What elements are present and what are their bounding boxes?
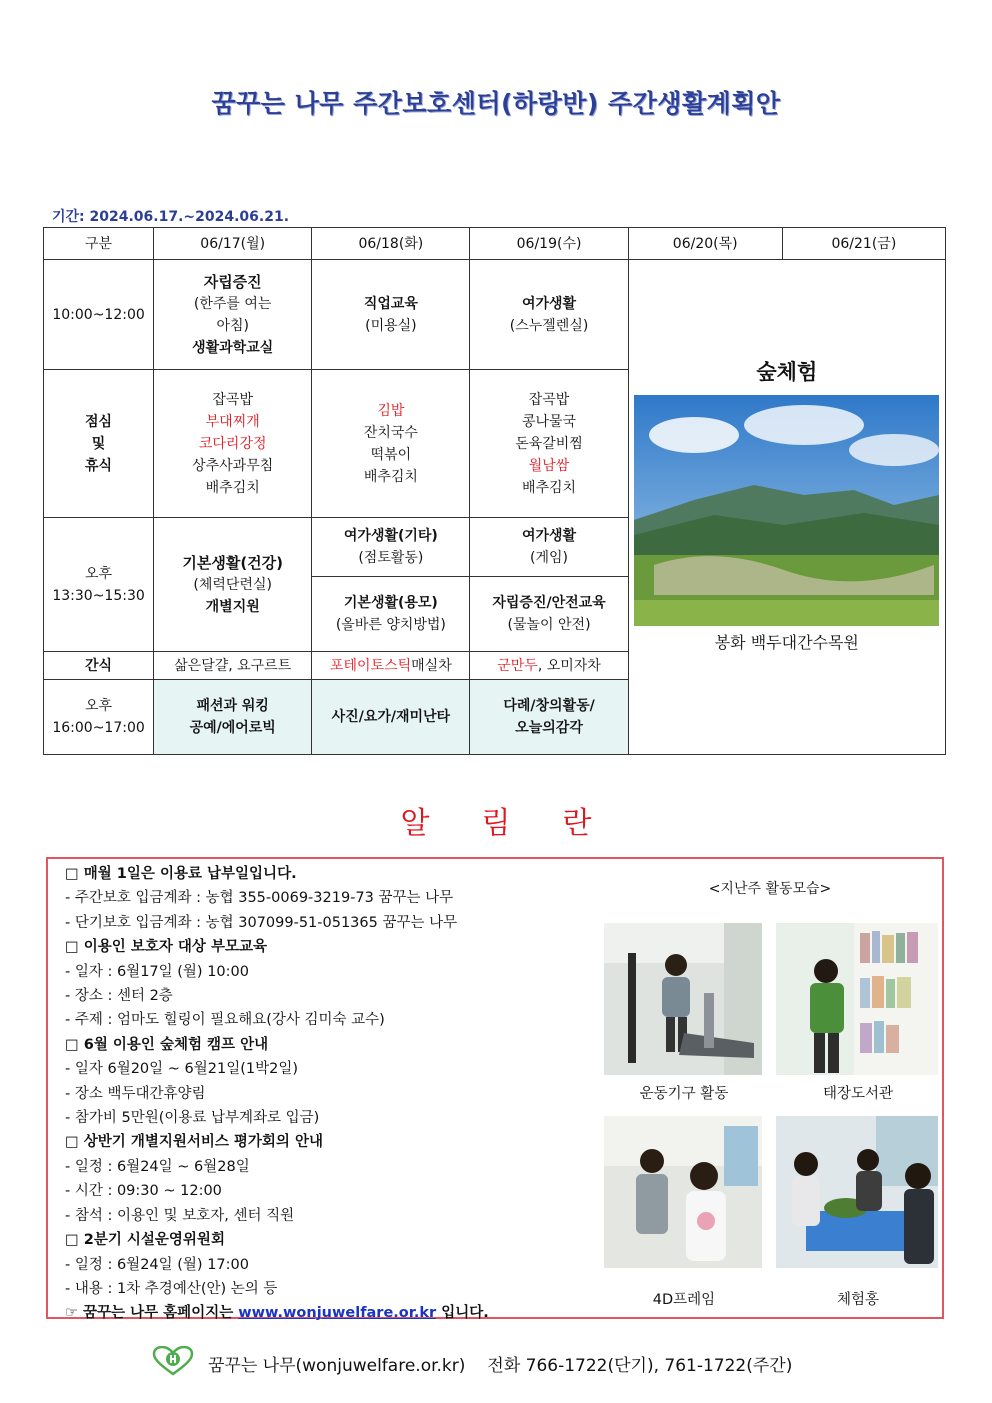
forest-caption: 봉화 백두대간수목원 [714, 632, 859, 652]
notice-item: □ 6월 이용인 숲체험 캠프 안내 [65, 1036, 269, 1053]
photo-label: 태장도서관 [822, 1086, 894, 1102]
notice-list [65, 862, 605, 1326]
photo-label: 운동기구 활동 [639, 1086, 729, 1102]
menu-item: 잡곡밥 [528, 391, 570, 408]
snack-wed [470, 652, 628, 680]
homepage-line [65, 1301, 605, 1325]
afternoon-wed-a [470, 518, 628, 577]
header-thu: 06/20(목) [628, 228, 782, 260]
cell-line: (올바른 양치방법) [335, 617, 446, 633]
lunch-label [44, 370, 154, 518]
late-wed [470, 680, 628, 755]
menu-item: 잔치국수 [363, 424, 418, 441]
menu-item: 월남쌈 [528, 457, 570, 474]
plan-period: 기간: 2024.06.17.~2024.06.21. [52, 209, 290, 225]
late-label [44, 680, 154, 755]
afternoon-tue-b [312, 577, 470, 652]
forest-title: 숲체험 [756, 359, 818, 384]
cell-line: 여가생활 [521, 295, 577, 312]
snack-text: 매실차 [411, 657, 452, 674]
cell-line: 및 [91, 435, 106, 452]
lunch-mon [154, 370, 312, 518]
page-title: 꿈꾸는 나무 주간보호센터(하랑반) 주간생활계획안 [211, 89, 781, 118]
morning-tue [312, 260, 470, 370]
notice-item: - 장소 백두대간휴양림 [65, 1085, 206, 1102]
menu-item: 돈육갈비찜 [515, 435, 583, 452]
menu-item: 코다리강정 [198, 435, 267, 452]
cell-line: (게임) [530, 550, 569, 566]
notice-item: - 주간보호 입금계좌 : 농협 355-0069-3219-73 꿈꾸는 나무 [65, 890, 454, 907]
menu-item: 배추김치 [363, 468, 418, 485]
cell-line: 자립증진 [203, 272, 262, 291]
lunch-wed [470, 370, 628, 518]
notice-item: - 참석 : 이용인 및 보호자, 센터 직원 [65, 1207, 295, 1224]
header-wed: 06/19(수) [470, 228, 628, 260]
cell-line: 기본생활(건강) [182, 553, 284, 572]
morning-mon [154, 260, 312, 370]
activity-photo-exercise [604, 923, 762, 1075]
cell-line: 생활과학교실 [192, 339, 274, 356]
notice-title: 알림란 [400, 806, 644, 841]
menu-item: 상추사과무침 [192, 457, 274, 474]
homepage-suffix: 입니다. [436, 1305, 489, 1322]
cell-line: 오후 [85, 698, 113, 714]
afternoon-mon [154, 518, 312, 652]
photo-label: 체험홍 [836, 1292, 880, 1308]
cell-line: 패션과 워킹 [196, 698, 269, 714]
menu-item: 콩나물국 [521, 413, 577, 430]
snack-label: 간식 [44, 652, 154, 680]
notice-item: - 일자 6월20일 ~ 6월21일(1박2일) [65, 1061, 298, 1078]
cell-line: (물놀이 안전) [507, 617, 591, 633]
notice-item: - 일정 : 6월24일 ~ 6월28일 [65, 1158, 250, 1175]
cell-line: 자립증진/안전교육 [492, 595, 606, 611]
cell-line: 기본생활(용모) [343, 595, 438, 611]
notice-item: - 장소 : 센터 2층 [65, 988, 173, 1005]
notice-item: □ 상반기 개별지원서비스 평가회의 안내 [65, 1134, 324, 1151]
cell-line: (점토활동) [358, 550, 424, 566]
snack-tue [312, 652, 470, 680]
header-category: 구분 [44, 228, 154, 260]
cell-line: 여가생활(기타) [343, 528, 438, 544]
snack-mon: 삶은달걀, 요구르트 [154, 652, 312, 680]
forest-experience [628, 260, 945, 755]
cell-line: (미용실) [365, 317, 417, 334]
morning-row [44, 260, 946, 370]
activity-photo-4dframe [604, 1116, 762, 1268]
menu-item: 부대찌개 [205, 413, 260, 430]
cell-line: 아침) [216, 317, 249, 334]
notice-item: □ 2분기 시설운영위원회 [65, 1232, 225, 1249]
cell-line: 오늘의감각 [515, 720, 583, 736]
afternoon-tue-a [312, 518, 470, 577]
weekly-plan-table [43, 227, 946, 755]
menu-item: 배추김치 [205, 479, 260, 496]
photo-label: 4D프레임 [652, 1292, 716, 1308]
notice-item: - 일자 : 6월17일 (월) 10:00 [65, 963, 249, 980]
menu-item: 잡곡밥 [212, 391, 253, 408]
activity-photo-library [776, 923, 938, 1075]
afternoon-wed-b [470, 577, 628, 652]
cell-line: 13:30~15:30 [52, 587, 145, 604]
notice-item: □ 매월 1일은 이용료 납부일입니다. [65, 866, 297, 882]
header-mon: 06/17(월) [154, 228, 312, 260]
cell-line: (체력단련실) [193, 576, 272, 593]
morning-wed [470, 260, 628, 370]
notice-item: - 내용 : 1차 추경예산(안) 논의 등 [65, 1280, 278, 1297]
table-header-row [44, 228, 946, 260]
notice-item: - 단기보호 입금계좌 : 농협 307099-51-051365 꿈꾸는 나무 [65, 914, 458, 931]
forest-photo [634, 395, 939, 626]
cell-line: 여가생활 [521, 528, 577, 544]
heart-logo-icon [152, 1346, 194, 1381]
lunch-tue [312, 370, 470, 518]
menu-item: 김밥 [377, 402, 405, 419]
homepage-link[interactable]: www.wonjuwelfare.or.kr [238, 1305, 437, 1322]
notice-item: - 시간 : 09:30 ~ 12:00 [65, 1183, 222, 1200]
late-tue: 사진/요가/재미난타 [312, 680, 470, 755]
morning-time: 10:00~12:00 [44, 260, 154, 370]
notice-item: □ 이용인 보호자 대상 부모교육 [65, 939, 267, 956]
cell-line: 점심 [85, 413, 113, 430]
header-fri: 06/21(금) [782, 228, 945, 260]
notice-item: - 주제 : 엄마도 힐링이 필요해요(강사 김미숙 교수) [65, 1012, 385, 1029]
cell-line: (스누젤렌실) [509, 317, 589, 334]
snack-highlight: 포테이토스틱 [330, 657, 412, 674]
cell-line: 16:00~17:00 [52, 720, 145, 736]
cell-line: 오후 [85, 565, 113, 582]
notice-item: - 참가비 5만원(이용료 납부계좌로 입금) [65, 1110, 320, 1127]
menu-item: 떡볶이 [370, 446, 412, 463]
cell-line: 개별지원 [205, 598, 260, 615]
afternoon-label [44, 518, 154, 652]
cell-line: (한주를 여는 [193, 295, 272, 312]
header-tue: 06/18(화) [312, 228, 470, 260]
photos-caption: <지난주 활동모습> [708, 881, 832, 897]
notice-item: - 일정 : 6월24일 (월) 17:00 [65, 1256, 249, 1273]
footer-org: 꿈꾸는 나무(wonjuwelfare.or.kr) [208, 1356, 466, 1376]
snack-text: , 오미자차 [537, 657, 601, 674]
late-mon [154, 680, 312, 755]
menu-item: 배추김치 [521, 479, 577, 496]
cell-line: 휴식 [85, 457, 113, 474]
cell-line: 직업교육 [363, 295, 418, 312]
homepage-prefix: ☞ 꿈꾸는 나무 홈페이지는 [65, 1305, 239, 1322]
snack-highlight: 군만두 [497, 657, 538, 674]
activity-photo-experience [776, 1116, 938, 1268]
footer-phone: 전화 766-1722(단기), 761-1722(주간) [487, 1356, 793, 1376]
footer [152, 1346, 792, 1381]
cell-line: 공예/에어로빅 [189, 720, 276, 736]
cell-line: 다례/창의활동/ [503, 698, 595, 714]
